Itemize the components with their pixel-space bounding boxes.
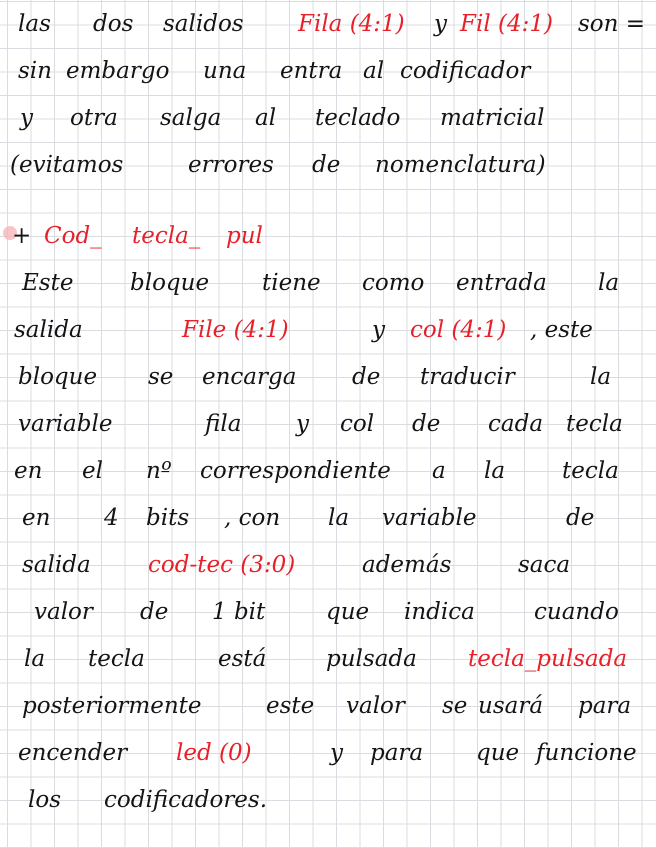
- text-line-11: [0, 498, 656, 538]
- word: de: [140, 599, 169, 625]
- word: valor: [346, 693, 405, 719]
- word: , con: [224, 505, 281, 531]
- word: y: [434, 11, 447, 37]
- word: se: [148, 364, 174, 390]
- word: al: [255, 105, 277, 131]
- word: encarga: [202, 364, 297, 390]
- text-line-6: [0, 263, 656, 303]
- word: de: [412, 411, 441, 437]
- word: la: [590, 364, 612, 390]
- word: indica: [404, 599, 475, 625]
- word: variable: [382, 505, 477, 531]
- word: , este: [530, 317, 593, 343]
- text-line-9: [0, 404, 656, 444]
- word: col: [340, 411, 375, 437]
- word: como: [362, 270, 425, 296]
- word: este: [266, 693, 315, 719]
- word: (evitamos: [10, 152, 124, 178]
- signal-name: tecla_pulsada: [468, 646, 628, 672]
- word: codificador: [400, 58, 531, 84]
- word: y: [330, 740, 343, 766]
- word: encender: [18, 740, 128, 766]
- word: nº: [146, 458, 172, 484]
- word: cada: [488, 411, 544, 437]
- word: en: [22, 505, 51, 531]
- word: el: [82, 458, 103, 484]
- signal-name: led (0): [176, 740, 252, 766]
- word: de: [352, 364, 381, 390]
- word: al: [363, 58, 385, 84]
- word: salida: [22, 552, 91, 578]
- word: pulsada: [326, 646, 417, 672]
- block-title: Cod_: [44, 223, 102, 249]
- word: salida: [14, 317, 83, 343]
- word: y: [372, 317, 385, 343]
- word: 4: [104, 505, 119, 531]
- word: que: [476, 740, 520, 766]
- text-line-14: [0, 639, 656, 679]
- signal-name: col (4:1): [410, 317, 507, 343]
- text-line-12: [0, 545, 656, 585]
- word: para: [578, 693, 632, 719]
- word: bloque: [130, 270, 210, 296]
- word: saca: [518, 552, 571, 578]
- word: embargo: [66, 58, 170, 84]
- word: teclado: [315, 105, 401, 131]
- word: se: [442, 693, 468, 719]
- word: sin: [18, 58, 52, 84]
- word: además: [362, 552, 452, 578]
- bullet-plus: +: [12, 223, 32, 249]
- word: correspondiente: [200, 458, 391, 484]
- word: la: [328, 505, 350, 531]
- word: matricial: [440, 105, 545, 131]
- word: posteriormente: [22, 693, 202, 719]
- signal-name: File (4:1): [182, 317, 289, 343]
- signal-name: Fil (4:1): [460, 11, 553, 37]
- text-line-15: [0, 686, 656, 726]
- block-title: tecla_: [132, 223, 201, 249]
- signal-name: cod-tec (3:0): [148, 552, 296, 578]
- text-line-7: [0, 310, 656, 350]
- word: errores: [188, 152, 274, 178]
- word: de: [312, 152, 341, 178]
- word: nomenclatura): [375, 152, 546, 178]
- text-line-10: [0, 451, 656, 491]
- word: los: [28, 787, 62, 813]
- word: Este: [22, 270, 74, 296]
- word: tecla: [88, 646, 145, 672]
- text-line-17: [0, 780, 656, 820]
- word: en: [14, 458, 43, 484]
- word: salidos: [163, 11, 244, 37]
- word: otra: [70, 105, 118, 131]
- word: funcione: [536, 740, 637, 766]
- text-line-3: [0, 98, 656, 138]
- word: codificadores.: [104, 787, 268, 813]
- word: de: [566, 505, 595, 531]
- word: entra: [280, 58, 343, 84]
- word: usará: [478, 693, 544, 719]
- word: está: [218, 646, 267, 672]
- heading-line: [0, 216, 656, 256]
- word: dos: [93, 11, 134, 37]
- text-line-4: [0, 145, 656, 185]
- text-line-16: [0, 733, 656, 773]
- word: la: [484, 458, 506, 484]
- word: las: [18, 11, 51, 37]
- text-line-1: [0, 4, 656, 44]
- word: son =: [578, 11, 646, 37]
- word: la: [598, 270, 620, 296]
- word: la: [24, 646, 46, 672]
- word: cuando: [534, 599, 619, 625]
- word: tecla: [566, 411, 623, 437]
- text-line-2: [0, 51, 656, 91]
- word: valor: [34, 599, 93, 625]
- word: salga: [160, 105, 222, 131]
- word: bits: [146, 505, 190, 531]
- word: a: [432, 458, 446, 484]
- word: bloque: [18, 364, 98, 390]
- word: y: [20, 105, 33, 131]
- word: para: [370, 740, 424, 766]
- word: variable: [18, 411, 113, 437]
- text-line-13: [0, 592, 656, 632]
- word: fila: [205, 411, 242, 437]
- word: traducir: [420, 364, 515, 390]
- word: una: [203, 58, 247, 84]
- text-line-8: [0, 357, 656, 397]
- word: y: [296, 411, 309, 437]
- word: tecla: [562, 458, 619, 484]
- word: 1 bit: [212, 599, 266, 625]
- word: entrada: [456, 270, 547, 296]
- signal-name: Fila (4:1): [298, 11, 405, 37]
- word: tiene: [262, 270, 321, 296]
- word: que: [326, 599, 370, 625]
- block-title: pul: [226, 223, 263, 249]
